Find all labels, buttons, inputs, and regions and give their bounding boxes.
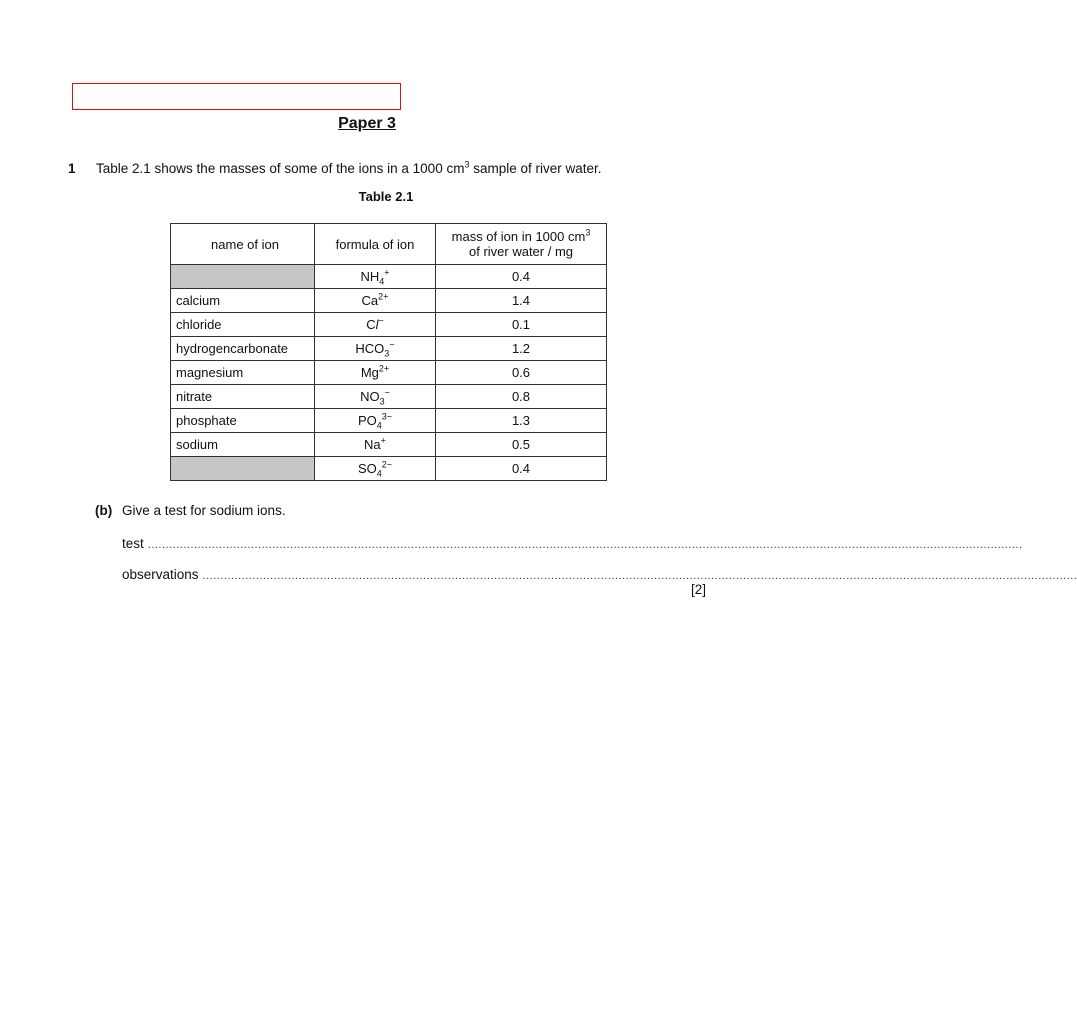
header-formula: formula of ion [315,224,436,265]
table-row [171,433,607,457]
cell-mass: 1.3 [436,409,607,433]
cell-formula: $NO_3^-$ [315,385,436,409]
table-row [171,457,607,481]
question-intro: Table 2.1 shows the masses of some of the ions in a 1000 $cm^3$ sample of river water. [96,159,602,176]
cell-name: hydrogencarbonate [171,337,315,361]
cell-formula: Na+ [315,433,436,457]
cell-mass: 1.4 [436,289,607,313]
header-name: name of ion [171,224,315,265]
table-row [171,385,607,409]
cell-mass: 0.1 [436,313,607,337]
table-row [171,337,607,361]
cell-formula: $Mg^{2+}$ [315,361,436,385]
cell-formula: $SO_4^{2-}$ [315,457,436,481]
ion-table [170,223,607,481]
cell-formula: $Ca^{2+}$ [315,289,436,313]
header-mass: mass of ion in 1000 $cm^3$ of river water / mg [436,224,607,265]
part-b-question: Give a test for sodium ions. [122,503,286,518]
cell-formula: Cl− [315,313,436,337]
table-row [171,313,607,337]
cell-mass: 1.2 [436,337,607,361]
question-number: 1 [68,161,76,176]
cell-name: chloride [171,313,315,337]
highlight-box [72,83,401,110]
cell-name: phosphate [171,409,315,433]
answer-dots: ...................................................................................................................................................................................................................................................... [147,539,1023,551]
cell-mass: 0.6 [436,361,607,385]
observations-label: observations [122,567,199,582]
cell-mass: 0.8 [436,385,607,409]
cell-name: sodium [171,433,315,457]
cell-name: calcium [171,289,315,313]
observations-answer-line[interactable] [122,567,1077,582]
cell-name: magnesium [171,361,315,385]
table-row [171,265,607,289]
cell-mass: 0.4 [436,265,607,289]
answer-dots: ...................................................................................................................................................................................................................................................... [202,570,1077,582]
cell-name-shaded [171,265,315,289]
cell-mass: 0.5 [436,433,607,457]
cell-formula: $NH_4^+$ [315,265,436,289]
cell-formula: $PO_4^{3-}$ [315,409,436,433]
cell-mass: 0.4 [436,457,607,481]
test-answer-line[interactable] [122,536,1023,551]
test-label: test [122,536,144,551]
cell-name-shaded [171,457,315,481]
table-row [171,289,607,313]
table-row [171,409,607,433]
marks-allocation: [2] [690,582,706,597]
paper-title: Paper 3 [338,115,396,132]
table-caption: Table 2.1 [358,189,414,204]
table-row [171,361,607,385]
part-b-label: (b) [95,503,113,518]
cell-name: nitrate [171,385,315,409]
cell-formula: $HCO_3^-$ [315,337,436,361]
table-header-row [171,224,607,265]
